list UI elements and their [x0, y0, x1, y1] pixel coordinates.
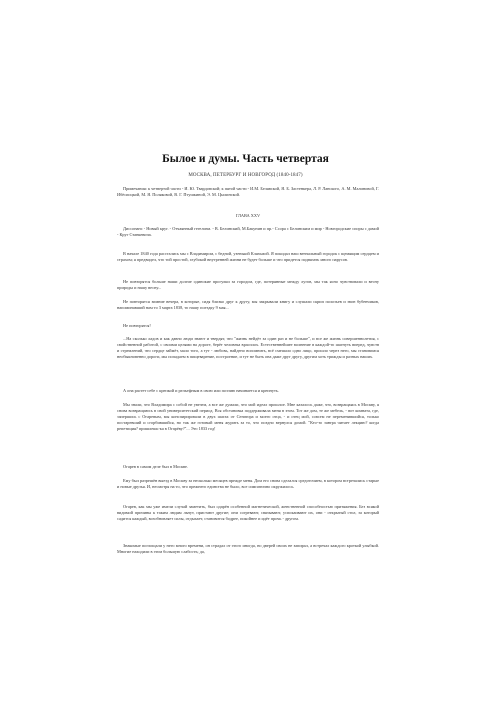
paragraph: Мы знали, что Владимира с собой не увезем, а все же думали, что мой идеал прошлое. Мне казалось даже, что, возвращаясь в Москву, я снова возвращаюсь в свой университетский период. Вся обстановка поддерживала меня в этом. Тот же дом, те же мебель, - вот комната, где, запершись с Огаревым, мы конспирировали в двух шагах от Сенатора и моего отца, - и отец мой, совсем не переменившийся, только постаревший и сгорбившийся, но так же готовый меня журить за то, что поздно вернулся домой. "Кто-то завтра читает лекцию? когда репетиция? пришлешь-ка в Огарёву?"... Это 1833 год! [117, 402, 379, 432]
paragraph: Не повторятся больше наши долгие одинокие прогулки за городом, где, потерянные между лугов, мы так ясно чувствовали и весну природы и нашу весну... [117, 279, 379, 291]
paragraph: А она растет себе с крепкой и рельефным в свою или поэзию начинается и крепнуть. [123, 388, 279, 393]
paragraph: Ему был разрешён выезд в Москву за несколько месяцев прежде меня. Дом его снова сделался средоточием, в котором встречались старые и новые друзья. И, несмотря на то, что прежнего единства не было, все симпатично окружилось. [117, 478, 379, 490]
paragraph: ...На сколько ладов и как давно люди знают и твердят, что "жизнь нейдёт за один раз и не больше", и все же жизнь совершеннолетия, с свойственной работой, с своими целями на дороге, берёт человека врасплох. Естественнейшее волнение в каждой-то шагнуть вперед, чувств и стремлений, что сердце займёт, мало того, а тут - любовь, найдено вспомнить, всё смешало одно лицо, прошло через него, мы становимся необыкновенно дороги, мы попадаем в пищеварение, построение, и тут не быть она даже друг другу, другим хоть трижды и разных наших. [117, 336, 379, 360]
paragraph: Не повторятся! [123, 323, 151, 328]
chapter-summary: Диссонанс - Новый круг. - Отчаянный гегелизм. - В. Белинский, М.Бакунин и пр.- Ссора с Белинским и мир - Новгородские споры с дамой - Круг Станкевича. [117, 226, 379, 238]
paragraph: Огарев в самом деле был в Москве. [123, 464, 189, 469]
document-title: Былое и думы. Часть четвертая [162, 153, 329, 165]
paragraph: В начале 1840 года расстались мы с Владимиром, с бедной, узенькой Клязьмой. Я покидал наш венчальный городок с щемящим сердцем и страхом; я предвидел, что той простой, глубокой внутренней жизни не будет больше и что придется подвязать много парусов. [117, 251, 379, 263]
document-subtitle: МОСКВА, ПЕТЕРБУРГ И НОВГОРОД (1840-1847) [188, 173, 303, 178]
chapter-heading: ГЛАВА XXV [235, 213, 261, 218]
paragraph: Не повторятся зимние вечера, в которые, сидя близко друг к другу, мы закрывали книгу и слушали скрип полозьев и звон бубенчиков, напоминавший нам то 3 марта 1838, то нашу поездку 9 мая... [117, 299, 379, 311]
notes-paragraph: Примечания: к четвертой части - И. Ю. Твардовской; к пятой части - И.М. Белявской, Я. Б. Застенкера, Л. Р. Ланского, А. М. Малиновой, Г. Ибёсиоцкой, М. Я. Поляковой, В. Г. Птушкиной, Э. М. Цылинской. [117, 186, 379, 198]
paragraph: Знакомые поглощали у него много времени, он страдал от этого иногда, но дверей своих не запирал, а встречал каждого кроткой улыбкой. Многие находили в этом большую слабость; да, [117, 543, 379, 555]
paragraph: Огарев, как мы уже имели случай заметить, был одарён особенной магнетической, женственной способностью притяжения. Без всякой видимой причины к таким людям льнут, пристают другие; они согревают, связывают, успокаивают их, они - открытый стол, за который садится каждый, возобновляет силы, отдыхает, становится бодрее, покойнее и идёт прочь - другом. [117, 504, 379, 522]
